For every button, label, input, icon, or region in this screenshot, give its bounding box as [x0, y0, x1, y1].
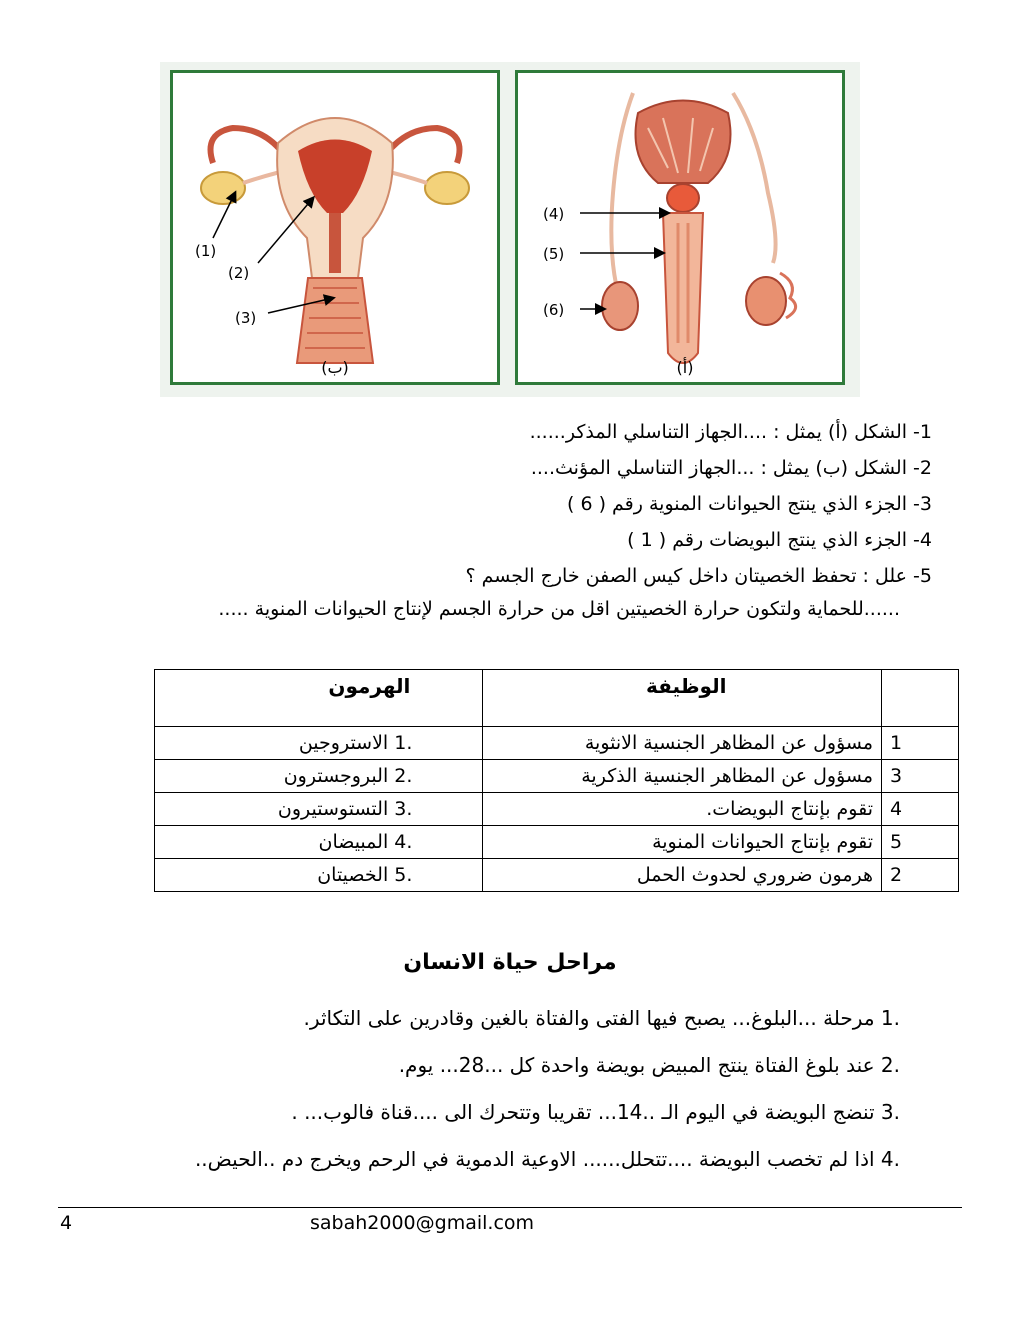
function-cell: مسؤول عن المظاهر الجنسية الذكرية [483, 760, 882, 793]
question-2: 2- الشكل (ب) يمثل : ...الجهاز التناسلي المؤنث.... [530, 457, 932, 479]
stages-title: مراحل حياة الانسان [403, 950, 617, 975]
table-row [155, 760, 959, 793]
header-function: الوظيفة [483, 670, 882, 727]
seminal-vesicles [636, 101, 731, 184]
caption-b: (ب) [321, 358, 349, 377]
question-5: 5- علل : تحفظ الخصيتان داخل كيس الصفن خارج الجسم ؟ [465, 565, 932, 587]
left-testis [602, 282, 638, 330]
hormone-function-table [154, 669, 959, 892]
number-cell: 1 [882, 727, 959, 760]
penis [663, 213, 703, 363]
table-row [155, 727, 959, 760]
label-5: (5) [543, 245, 565, 263]
hormone-cell: .1 الاستروجين [155, 727, 483, 760]
figure-panel-male [515, 70, 845, 385]
label-4: (4) [543, 205, 565, 223]
left-ovary [201, 172, 245, 204]
label-2: (2) [228, 264, 250, 282]
label-3: (3) [235, 309, 257, 327]
number-cell: 2 [882, 859, 959, 892]
header-number [882, 670, 959, 727]
male-reproductive-illustration [518, 73, 842, 382]
right-testis [746, 277, 786, 325]
header-hormone: الهرمون [155, 670, 483, 727]
number-cell: 3 [882, 760, 959, 793]
answer-5: ......للحماية ولتكون حرارة الخصيتين اقل من حرارة الجسم لإنتاج الحيوانات المنوية ..... [218, 598, 900, 620]
function-cell: هرمون ضروري لحدوث الحمل [483, 859, 882, 892]
stage-item-3: .3 تنضج البويضة في اليوم الـ ..14... تقريبا وتتحرك الى ....قناة فالوب... . [291, 1100, 900, 1124]
stage-item-2: .2 عند بلوغ الفتاة ينتج المبيض بويضة واحدة كل ...28... يوم. [398, 1053, 900, 1077]
female-reproductive-illustration [173, 73, 497, 382]
questions-list [132, 414, 932, 594]
reproductive-systems-figure [160, 62, 860, 397]
question-4: 4- الجزء الذي ينتج البويضات رقم ( 1 ) [627, 529, 932, 551]
footer-email: sabah2000@gmail.com [310, 1212, 535, 1234]
number-cell: 5 [882, 826, 959, 859]
cervix [329, 213, 341, 273]
stage-item-1: .1 مرحلة ...البلوغ... يصبح فيها الفتى والفتاة بالغين وقادرين على التكاثر. [303, 1006, 900, 1030]
label-1: (1) [195, 242, 217, 260]
table-row [155, 826, 959, 859]
number-cell: 4 [882, 793, 959, 826]
question-1: 1- الشكل (أ) يمثل : ....الجهاز التناسلي المذكر...... [529, 421, 932, 443]
hormone-cell: .2 البروجسترون [155, 760, 483, 793]
stage-item-4: .4 اذا لم تخصب البويضة ....تتحلل...... الاوعية الدموية في الرحم ويخرج دم ..الحيض.. [194, 1147, 900, 1171]
table-row [155, 859, 959, 892]
hormone-cell: .5 الخصيتان [155, 859, 483, 892]
stages-list [120, 1006, 900, 1194]
footer-divider [58, 1207, 962, 1208]
question-3: 3- الجزء الذي ينتج الحيوانات المنوية رقم ( 6 ) [566, 493, 932, 515]
caption-a: (أ) [676, 358, 694, 377]
hormone-cell: .3 التستوستيرون [155, 793, 483, 826]
prostate [667, 184, 699, 212]
function-cell: تقوم بإنتاج الحيوانات المنوية [483, 826, 882, 859]
label-6: (6) [543, 301, 565, 319]
table-header-row [155, 670, 959, 727]
right-ovary [425, 172, 469, 204]
hormone-cell: .4 المبيضان [155, 826, 483, 859]
figure-panel-female [170, 70, 500, 385]
table-row [155, 793, 959, 826]
function-cell: مسؤول عن المظاهر الجنسية الانثوية [483, 727, 882, 760]
page-number: 4 [60, 1212, 73, 1234]
function-cell: تقوم بإنتاج البويضات. [483, 793, 882, 826]
vagina [297, 278, 373, 363]
